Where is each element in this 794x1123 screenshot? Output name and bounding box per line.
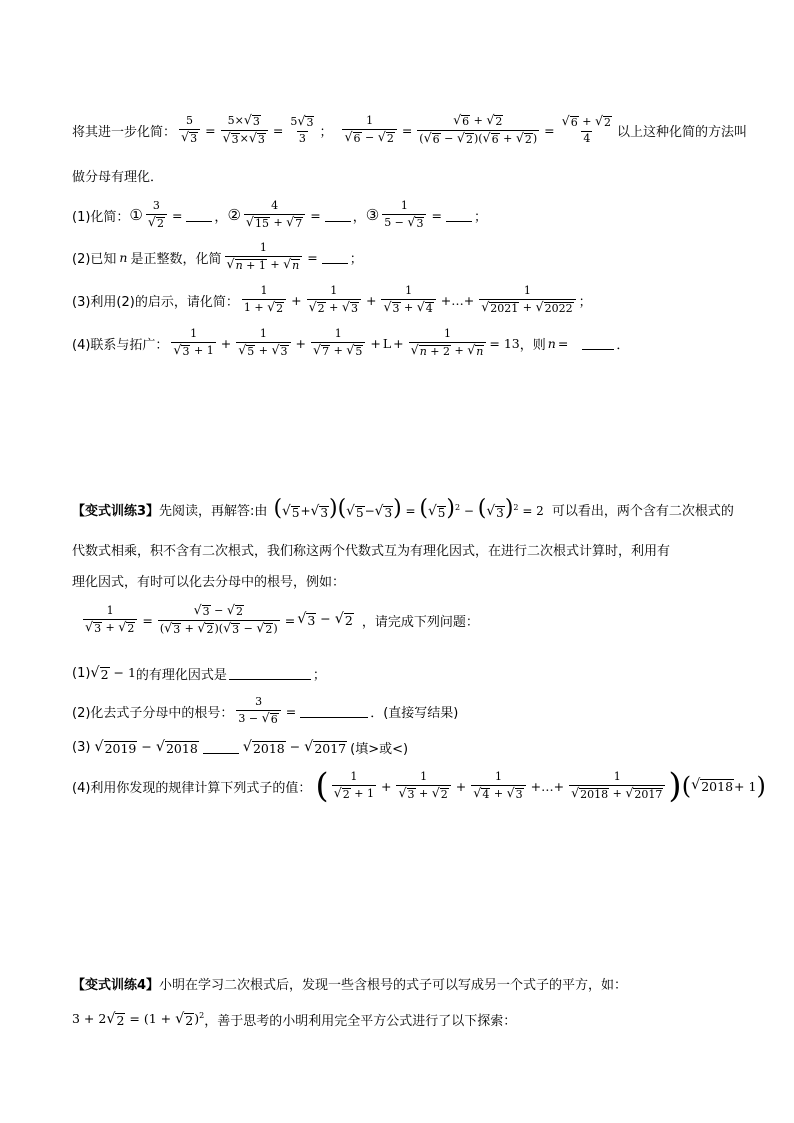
math-frac: 5 √ 3 3 <box>290 113 314 145</box>
math-frac: 1 √ 3 + √ 2 <box>83 605 137 635</box>
math-frac: 1 √ 3 + 1 <box>173 327 214 358</box>
math-frac: 1 5 − √ 3 <box>382 200 426 230</box>
var-n: n <box>547 335 556 351</box>
answer-blank[interactable] <box>582 337 614 350</box>
intro-prefix: 将其进一步化简： <box>72 124 177 140</box>
q2-label: (2)已知 <box>72 251 117 267</box>
math-frac: 5 √ 3 <box>179 115 200 145</box>
q4-dots: L <box>382 335 392 351</box>
answer-blank[interactable] <box>229 667 311 680</box>
q3-end: ； <box>578 294 592 310</box>
answer-blank[interactable] <box>186 209 212 222</box>
ex3-p1a: 先阅读，再解答:由 <box>159 503 268 519</box>
circled-1: ① <box>129 206 143 225</box>
answer-blank[interactable] <box>300 705 368 718</box>
math-frac: 4 √ 15 + √ 7 <box>244 200 305 230</box>
math-frac: 1 √ 3 + √ 4 <box>381 285 435 315</box>
ex3-s3end: (填>或<) <box>350 742 409 757</box>
math-frac: 1 √ 7 + √ 5 <box>311 328 365 358</box>
answer-blank[interactable] <box>203 741 239 754</box>
q4-eq: = 13 <box>489 335 520 351</box>
ex3-line1 <box>72 498 734 521</box>
ex4-p1: 小明在学习二次根式后，发现一些含根号的式子可以写成另一个式子的平方，如： <box>159 978 628 993</box>
q1-end: ； <box>473 209 487 225</box>
ex3-s1b: 的有理化因式是 <box>135 668 227 683</box>
math-frac: 3 √ 2 <box>146 200 167 230</box>
q2-end: ； <box>349 251 363 267</box>
math-frac: 3 3 − √ 6 <box>236 696 280 726</box>
math-expr: 3 + 2 √ 2 = (1 + √ 2 )$^2$ <box>72 1010 205 1028</box>
ex3-s2-label: (2)化去式子分母中的根号： <box>72 705 234 721</box>
ex3-s2: (2)化去式子分母中的根号： 3 3 − √ 6 = ．(直接写结果) <box>72 695 459 726</box>
ex3-p4end: ，请完成下列问题： <box>361 614 479 630</box>
math-expr: ( √ 5 + √ 3 )( √ 5 − √ 3 ) = ( √ 5 )$^2$ − ( √ 3 )$^2$ = 2 <box>273 496 544 521</box>
ex3-s2end: ．(直接写结果) <box>370 705 459 721</box>
answer-blank[interactable] <box>325 209 351 222</box>
math-frac: 1 √ n + 1 + √ n <box>225 242 303 272</box>
q3-label: (3)利用(2)的启示，请化简： <box>72 294 239 310</box>
ex3-p1b: 可以看出，两个含有二次根式的 <box>551 503 734 519</box>
intro-line: 将其进一步化简： 5 √ 3 = 5× √ 3 √ 3 × √ 3 = 5 √ 3 3 ； 1 √ 6 − √ 2 = √ 6 + √ 2 ( √ 6 − √ 2 )( √ 6 + √ 2 ) = √ 6 + √ 2 4 以上这种化简的方法叫 <box>72 112 748 146</box>
intro-line2: 做分母有理化． <box>72 170 164 185</box>
ex4-line1 <box>72 974 627 993</box>
math-frac: 1 √ 2 + √ 3 <box>307 285 361 315</box>
q4-then: ，则 <box>519 337 546 353</box>
ex3-s1: (1) √ 2 − 1 的有理化因式是 ； <box>72 664 326 683</box>
circled-3: ③ <box>365 206 380 225</box>
intro-suffix: 以上这种化简的方法叫 <box>617 124 748 140</box>
math-frac: 1 1 + √ 2 <box>242 285 286 315</box>
ex3-s1-label: (1) <box>72 666 91 681</box>
ex3-s3: (3) √ 2019 − √ 2018 √ 2018 − √ 2017 (填>或<) <box>72 738 409 757</box>
ex4-line2 <box>72 1010 516 1029</box>
question-2: (2)已知 n 是正整数，化简 1 √ n + 1 + √ n = ； <box>72 241 363 272</box>
math-frac: 1 √ 5 + √ 3 <box>236 328 290 358</box>
math-frac: 5× √ 3 √ 3 × √ 3 <box>221 114 268 146</box>
q4-end: ． <box>616 337 630 353</box>
answer-blank[interactable] <box>446 209 472 222</box>
ex3-s1end: ； <box>312 668 326 683</box>
ex3-p2: 代数式相乘，积不含有二次根式，我们称这两个代数式互为有理化因式，在进行二次根式计算时，利用有 <box>72 544 671 559</box>
ex3-s4: (4)利用你发现的规律计算下列式子的值： ( 1 √ 2 + 1 + 1 √ 3 + √ 2 + 1 √ 4 + √ 3 +…+ 1 √ 2018 + √ 2017 ) ( √ 2018 + 1 ) <box>72 766 766 806</box>
q4-eqsign: = <box>557 335 569 351</box>
math-frac: 1 √ 4 + √ 3 <box>471 771 525 801</box>
math-frac: 1 √ 6 − √ 2 <box>342 115 396 145</box>
circled-2: ② <box>227 206 241 225</box>
var-n: n <box>119 249 128 265</box>
ex3-example: 1 √ 3 + √ 2 = √ 3 − √ 2 ( √ 3 + √ 2 )( √ 3 − √ 2 ) = √ 3 − √ 2 ，请完成下列问题： <box>85 602 479 636</box>
question-1: (1)化简： ① 3 √ 2 = ， ② 4 √ 15 + √ 7 = ， ③ 1 5 − √ 3 = ； <box>72 199 487 230</box>
math-frac: 1 √ 2021 + √ 2022 <box>479 285 575 315</box>
math-frac: 1 √ 2 + 1 <box>333 769 374 801</box>
ex3-s4-label: (4)利用你发现的规律计算下列式子的值： <box>72 780 312 796</box>
q4-label: (4)联系与拓广： <box>72 337 169 353</box>
ex4-title: 【变式训练4】 <box>72 978 160 993</box>
math-frac: 1 √ n + 2 + √ n <box>409 328 487 358</box>
ex3-title: 【变式训练3】 <box>72 503 160 519</box>
q2-mid: 是正整数，化简 <box>130 251 222 267</box>
answer-blank[interactable] <box>322 251 348 264</box>
math-frac: 1 √ 2018 + √ 2017 <box>569 771 665 801</box>
math-frac: √ 3 − √ 2 ( √ 3 + √ 2 )( √ 3 − √ 2 ) <box>159 602 278 636</box>
ex3-p3: 理化因式，有时可以化去分母中的根号，例如： <box>72 575 346 590</box>
ex4-p2end: ，善于思考的小明利用完全平方公式进行了以下探索： <box>204 1014 517 1029</box>
math-frac: √ 6 + √ 2 4 <box>561 113 611 145</box>
question-3: (3)利用(2)的启示，请化简： 1 1 + √ 2 + 1 √ 2 + √ 3 + 1 √ 3 + √ 4 +…+ 1 √ 2021 + √ 2022 ； <box>72 284 592 315</box>
ex3-s3-label: (3) <box>72 740 91 755</box>
math-frac: 1 √ 3 + √ 2 <box>396 771 450 801</box>
q1-label: (1)化简： <box>72 209 130 225</box>
math-frac: √ 6 + √ 2 ( √ 6 − √ 2 )( √ 6 + √ 2 ) <box>419 112 538 146</box>
question-4: (4)联系与拓广： 1 √ 3 + 1 + 1 √ 5 + √ 3 + 1 √ 7 + √ 5 + L + 1 √ n + 2 + √ n = 13 ，则 n = ． <box>72 327 630 358</box>
